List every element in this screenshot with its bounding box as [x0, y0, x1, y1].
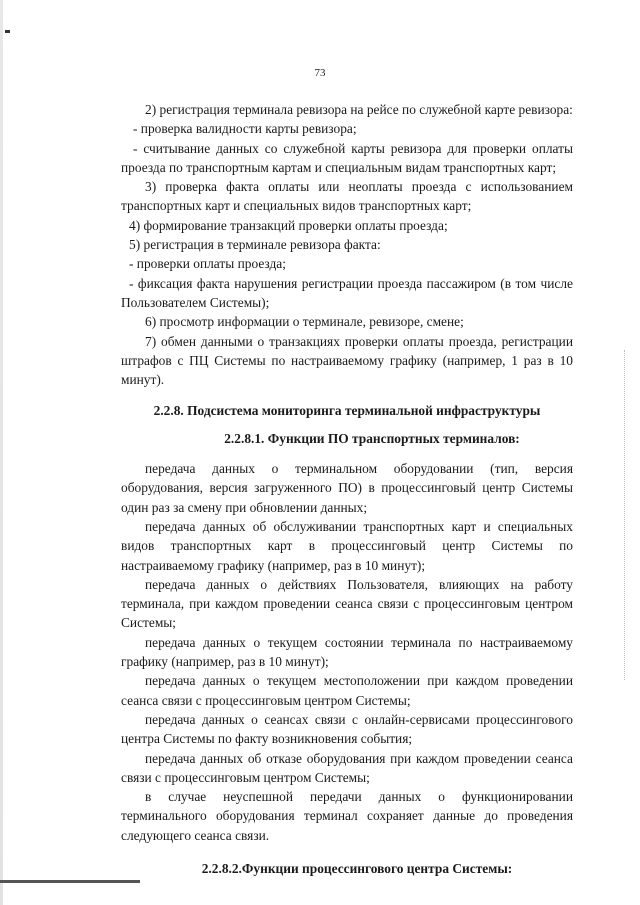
document-body	[121, 100, 573, 878]
paragraph: передача данных об обслуживании транспортных карт и специальных видов транспортных карт в процессинговый центр Системы по настраиваемому графику (например, раз в 10 минут);	[121, 518, 573, 573]
paragraph: 6) просмотр информации о терминале, ревизоре, смене;	[145, 314, 464, 330]
scan-mark	[5, 30, 10, 33]
paragraph: передача данных о текущем состоянии терминала по настраиваемому графику (например, раз в 10 минут);	[121, 634, 573, 670]
paragraph: 5) регистрация в терминале ревизора факта:	[129, 237, 381, 253]
scan-bottom-artifact	[0, 880, 140, 883]
section-heading: 2.2.8. Подсистема мониторинга терминальной инфраструктуры	[153, 403, 541, 419]
paragraph: передача данных об отказе оборудования при каждом проведении сеанса связи с процессинговым центром Системы;	[121, 750, 573, 785]
paragraph: - фиксация факта нарушения регистрации проезда пассажиром (в том числе Пользователем Системы);	[121, 275, 573, 310]
paragraph: 2) регистрация терминала ревизора на рейсе по служебной карте ревизора:	[145, 102, 573, 117]
paragraph: 7) обмен данными о транзакциях проверки оплаты проезда, регистрации штрафов с ПЦ Системы по настраиваемому графику (например, 1 раз в 10 минут).	[121, 333, 573, 388]
paragraph: передача данных о сеансах связи с онлайн-сервисами процессингового центра Системы по факту возникновения события;	[121, 711, 573, 747]
page-number: 73	[314, 67, 326, 79]
paragraph: - считывание данных со служебной карты ревизора для проверки оплаты проезда по транспортным картам и специальным видам транспортных карт;	[121, 140, 573, 175]
paragraph: - проверки оплаты проезда;	[129, 256, 286, 272]
paragraph: передача данных о действиях Пользователя, влияющих на работу терминала, при каждом проведении сеанса связи с процессинговым центром Системы;	[121, 576, 573, 631]
scan-edge	[0, 0, 3, 905]
paragraph: 3) проверка факта оплаты или неоплаты проезда с использованием транспортных карт и специальных видов транспортных карт;	[121, 179, 573, 214]
paragraph: передача данных о текущем местоположении при каждом проведении сеанса связи с процессинговым центром Системы;	[121, 673, 573, 708]
paragraph: передача данных о терминальном оборудовании (тип, версия оборудования, версия загруженного ПО) в процессинговый центр Системы один раз за смену при обновлении данных;	[121, 461, 573, 515]
paragraph: - проверка валидности карты ревизора;	[133, 121, 357, 137]
paragraph: 4) формирование транзакций проверки оплаты проезда;	[129, 217, 448, 233]
subsection-heading: 2.2.8.1. Функции ПО транспортных терминалов:	[224, 430, 520, 446]
subsection-heading: 2.2.8.2.Функции процессингового центра Системы:	[201, 860, 513, 876]
scan-noise	[624, 350, 626, 680]
paragraph: в случае неуспешной передачи данных о функционировании терминального оборудования терминал сохраняет данные до проведения следующего сеанса связи.	[121, 789, 573, 843]
